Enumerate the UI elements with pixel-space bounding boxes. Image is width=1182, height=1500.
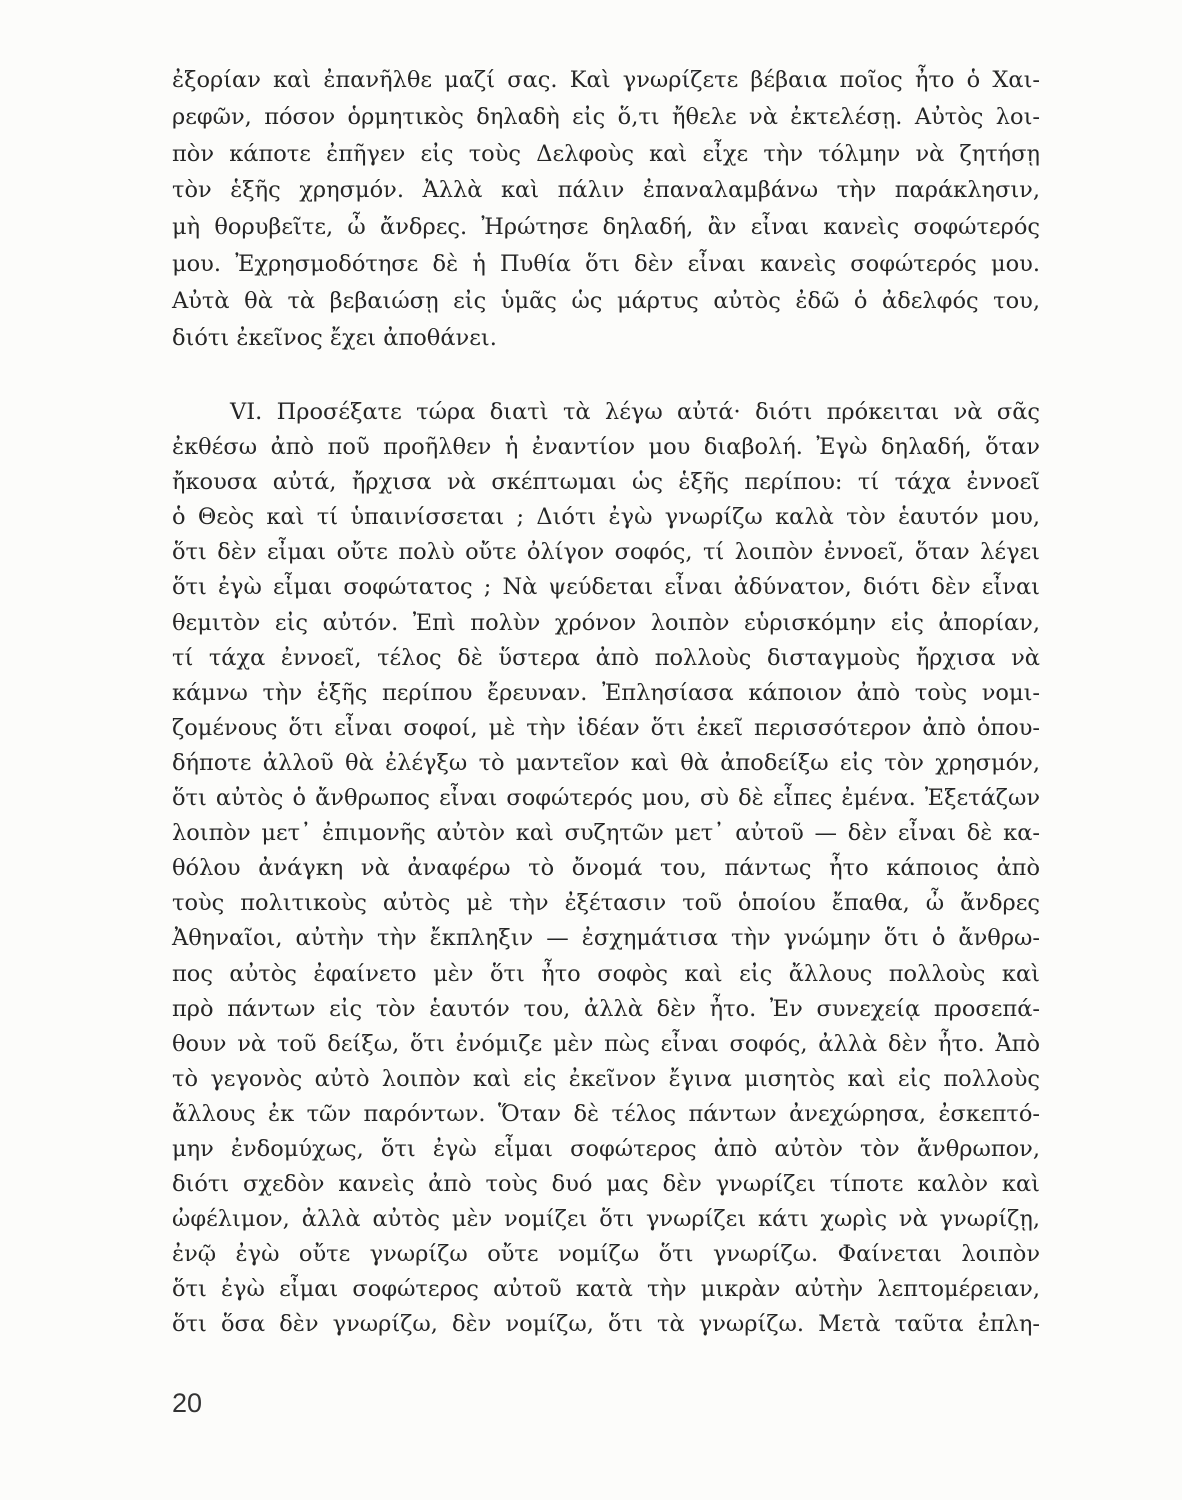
text-line: μου. Ἐχρησμοδότησε δὲ ἡ Πυθία ὅτι δὲν εἶναι κανεὶς σοφώτερός μου. [172,250,1040,277]
page-number: 20 [172,1388,203,1418]
text-line: διότι ἐκεῖνος ἔχει ἀποθάνει. [172,324,497,351]
text-line: δήποτε ἀλλοῦ θὰ ἐλέγξω τὸ μαντεῖον καὶ θὰ ἀποδείξω εἰς τὸν χρησμόν, [172,749,1040,776]
paragraph-section-vi [172,395,1040,1343]
text-line: ἐνῷ ἐγὼ οὔτε γνωρίζω οὔτε νομίζω ὅτι γνωρίζω. Φαίνεται λοιπὸν [172,1241,1040,1268]
text-line: μην ἐνδομύχως, ὅτι ἐγὼ εἶμαι σοφώτερος ἀπὸ αὐτὸν τὸν ἄνθρωπον, [172,1135,1040,1162]
text-line: πρὸ πάντων εἰς τὸν ἑαυτόν του, ἀλλὰ δὲν ἦτο. Ἐν συνεχείᾳ προσεπά- [172,995,1040,1022]
text-line: θόλου ἀνάγκη νὰ ἀναφέρω τὸ ὄνομά του, πάντως ἦτο κάποιος ἀπὸ [172,855,1040,882]
text-line: ὅτι ἐγὼ εἶμαι σοφώτατος ; Νὰ ψεύδεται εἶναι ἀδύνατον, διότι δὲν εἶναι [172,574,1040,601]
text-line: τοὺς πολιτικοὺς αὐτὸς μὲ τὴν ἐξέτασιν τοῦ ὁποίου ἔπαθα, ὦ ἄνδρες [172,890,1040,917]
text-line: ἐξορίαν καὶ ἐπανῆλθε μαζί σας. Καὶ γνωρίζετε βέβαια ποῖος ἦτο ὁ Χαι- [172,67,1040,93]
text-line: πος αὐτὸς ἐφαίνετο μὲν ὅτι ἦτο σοφὸς καὶ εἰς ἄλλους πολλοὺς καὶ [172,960,1040,987]
text-line: πὸν κάποτε ἐπῆγεν εἰς τοὺς Δελφοὺς καὶ εἶχε τὴν τόλμην νὰ ζητήσῃ [172,140,1040,167]
text-line: τὸ γεγονὸς αὐτὸ λοιπὸν καὶ εἰς ἐκεῖνον ἔγινα μισητὸς καὶ εἰς πολλοὺς [172,1065,1040,1092]
text-line: ἐκθέσω ἀπὸ ποῦ προῆλθεν ἡ ἐναντίον μου διαβολή. Ἐγὼ δηλαδή, ὅταν [172,434,1040,461]
text-line: ὅτι ἐγὼ εἶμαι σοφώτερος αὐτοῦ κατὰ τὴν μικρὰν αὐτὴν λεπτομέρειαν, [172,1276,1040,1303]
text-line: Ἀθηναῖοι, αὐτὴν τὴν ἔκπληξιν — ἐσχημάτισα τὴν γνώμην ὅτι ὁ ἄνθρω- [172,925,1040,952]
text-line: τὸν ἑξῆς χρησμόν. Ἀλλὰ καὶ πάλιν ἐπαναλαμβάνω τὴν παράκλησιν, [172,177,1040,204]
text-line: ὅτι ὅσα δὲν γνωρίζω, δὲν νομίζω, ὅτι τὰ γνωρίζω. Μετὰ ταῦτα ἐπλη- [172,1311,1040,1338]
text-line: λοιπὸν μετ᾽ ἐπιμονῆς αὐτὸν καὶ συζητῶν μετ᾽ αὐτοῦ — δὲν εἶναι δὲ κα- [172,820,1040,847]
text-line: VI. Προσέξατε τώρα διατὶ τὰ λέγω αὐτά· διότι πρόκειται νὰ σᾶς [230,399,1040,425]
text-line: ρεφῶν, πόσον ὁρμητικὸς δηλαδὴ εἰς ὅ,τι ἤθελε νὰ ἐκτελέσῃ. Αὐτὸς λοι- [172,103,1040,130]
text-line: ἤκουσα αὐτά, ἤρχισα νὰ σκέπτωμαι ὡς ἑξῆς περίπου: τί τάχα ἐννοεῖ [172,469,1040,496]
text-line: ὅτι δὲν εἶμαι οὔτε πολὺ οὔτε ὀλίγον σοφός, τί λοιπὸν ἐννοεῖ, ὅταν λέγει [172,539,1040,566]
text-line: ὠφέλιμον, ἀλλὰ αὐτὸς μὲν νομίζει ὅτι γνωρίζει κάτι χωρὶς νὰ γνωρίζῃ, [172,1206,1040,1233]
text-line: ὅτι αὐτὸς ὁ ἄνθρωπος εἶναι σοφώτερός μου, σὺ δὲ εἶπες ἐμένα. Ἐξετάζων [172,785,1040,812]
text-line: Αὐτὰ θὰ τὰ βεβαιώσῃ εἰς ὑμᾶς ὡς μάρτυς αὐτὸς ἐδῶ ὁ ἀδελφός του, [172,287,1040,314]
text-line: ζομένους ὅτι εἶναι σοφοί, μὲ τὴν ἰδέαν ὅτι ἐκεῖ περισσότερον ἀπὸ ὁπου- [172,714,1040,741]
text-line: ἄλλους ἐκ τῶν παρόντων. Ὅταν δὲ τέλος πάντων ἀνεχώρησα, ἐσκεπτό- [172,1100,1040,1127]
paragraph-continuation [172,62,1040,356]
text-line: ὁ Θεὸς καὶ τί ὑπαινίσσεται ; Διότι ἐγὼ γνωρίζω καλὰ τὸν ἑαυτόν μου, [172,504,1040,531]
text-line: μὴ θορυβεῖτε, ὦ ἄνδρες. Ἠρώτησε δηλαδή, ἂν εἶναι κανεὶς σοφώτερός [172,214,1040,241]
text-line: κάμνω τὴν ἑξῆς περίπου ἔρευναν. Ἐπλησίασα κάποιον ἀπὸ τοὺς νομι- [172,679,1040,706]
text-line: τί τάχα ἐννοεῖ, τέλος δὲ ὕστερα ἀπὸ πολλοὺς δισταγμοὺς ἤρχισα νὰ [172,644,1040,671]
text-line: διότι σχεδὸν κανεὶς ἀπὸ τοὺς δυό μας δὲν γνωρίζει τίποτε καλὸν καὶ [172,1171,1040,1198]
text-line: θεμιτὸν εἰς αὐτόν. Ἐπὶ πολὺν χρόνον λοιπὸν εὑρισκόμην εἰς ἀπορίαν, [172,609,1040,636]
text-line: θουν νὰ τοῦ δείξω, ὅτι ἐνόμιζε μὲν πὼς εἶναι σοφός, ἀλλὰ δὲν ἦτο. Ἀπὸ [172,1030,1040,1057]
